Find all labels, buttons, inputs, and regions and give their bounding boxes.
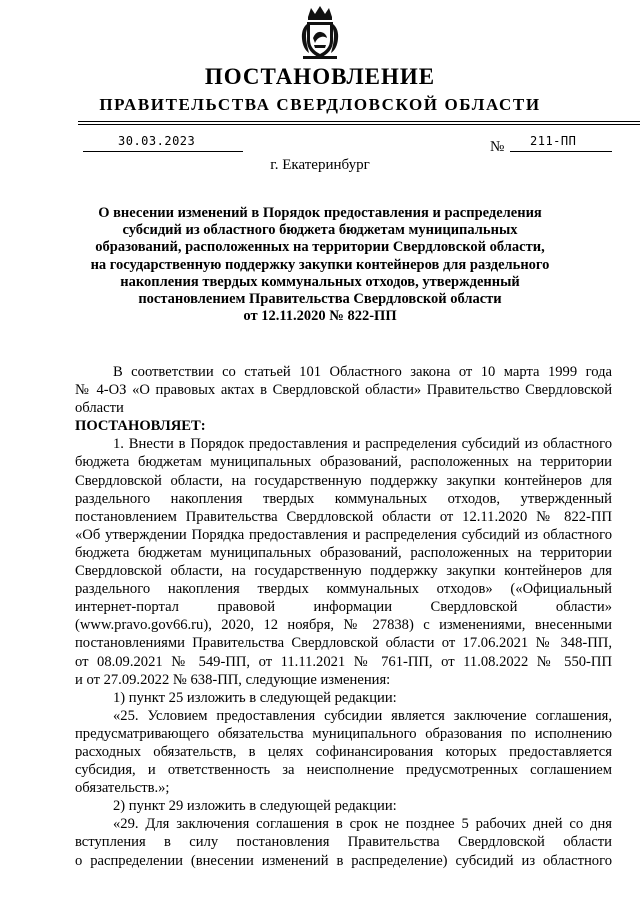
body-line: постановлением Правительства Свердловской области от 12.11.2020 № 822-ПП	[75, 508, 612, 525]
body-line: № 4-ОЗ «О правовых актах в Свердловской области» Правительство Свердловской	[75, 382, 612, 399]
body-line: от 08.09.2021 № 549-ПП, от 11.11.2021 № 761-ПП, от 11.08.2022 № 550-ПП	[75, 653, 612, 670]
coat-of-arms-icon	[299, 5, 341, 61]
body-line: Свердловской области, на государственную поддержку закупки контейнеров для	[75, 563, 612, 580]
body-line: раздельного накопления твердых коммунальных отходов, утвержденный	[75, 490, 612, 507]
body-line: (www.pravo.gov66.ru), 2020, 12 ноября, № 27838) с изменениями, внесенными	[75, 617, 612, 634]
document-heading	[90, 205, 550, 325]
city: г. Екатеринбург	[270, 157, 370, 173]
document-number: 211-ПП	[530, 134, 577, 148]
body-line: постановлениями Правительства Свердловской области от 17.06.2021 № 348-ПП,	[75, 635, 612, 652]
heading-line: постановлением Правительства Свердловской области	[138, 291, 502, 308]
body-line: расходных обязательств, в целях софинансирования которых предоставляется	[75, 743, 612, 760]
heading-line: О внесении изменений в Порядок предоставления и распределения	[98, 205, 542, 221]
body-line: раздельного накопления твердых коммунальных отходов» («Официальный	[75, 581, 612, 598]
body-line: 2) пункт 29 изложить в следующей редакции:	[113, 798, 397, 815]
document-body	[75, 363, 612, 870]
body-line: «Об утверждении Порядка предоставления и распределения субсидий из областного	[75, 526, 612, 543]
body-line: субсидия, и ответственность за неисполнение предусмотренных соглашением	[75, 762, 612, 779]
body-line: «25. Условием предоставления субсидии является заключение соглашения,	[113, 707, 612, 724]
body-line: Свердловской области, на государственную поддержку закупки контейнеров для	[75, 472, 612, 489]
document-date: 30.03.2023	[118, 134, 196, 148]
body-line: и от 27.09.2022 № 638-ПП, следующие изменения:	[75, 671, 391, 688]
body-line: области	[75, 400, 124, 417]
body-line: интернет-портал правовой информации Свердловской области»	[75, 599, 612, 616]
body-line: 1. Внести в Порядок предоставления и распределения субсидий из областного	[113, 436, 612, 453]
body-line: обязательств.»;	[75, 780, 170, 797]
body-line: В соответствии со статьей 101 Областного закона от 10 марта 1999 года	[113, 364, 612, 380]
header-rule-thick	[78, 121, 640, 122]
header-rule-thin	[78, 124, 640, 125]
body-line: предусматривающего обязательства муниципального образования по исполнению	[75, 725, 612, 742]
number-sign: №	[490, 139, 505, 155]
date-underline	[83, 151, 243, 152]
number-underline	[510, 151, 612, 152]
heading-line: образований, расположенных на территории Свердловской области,	[95, 239, 545, 256]
body-line: о распределении (внесении изменений в распределение) субсидий из областного	[75, 852, 612, 869]
body-line: 1) пункт 25 изложить в следующей редакции:	[113, 689, 397, 706]
issuer-title: ПРАВИТЕЛЬСТВА СВЕРДЛОВСКОЙ ОБЛАСТИ	[99, 95, 541, 114]
heading-line: от 12.11.2020 № 822-ПП	[243, 308, 397, 325]
heading-line: субсидий из областного бюджета бюджетам муниципальных	[122, 222, 518, 239]
heading-line: на государственную поддержку закупки контейнеров для раздельного	[90, 256, 550, 273]
resolves-label: ПОСТАНОВЛЯЕТ:	[75, 418, 206, 435]
body-line: бюджета бюджетам муниципальных образований, расположенных на территории	[75, 544, 612, 561]
body-line: вступления в силу постановления Правительства Свердловской области	[75, 834, 612, 851]
body-line: «29. Для заключения соглашения в срок не позднее 5 рабочих дней со дня	[113, 816, 612, 833]
document-type-title: ПОСТАНОВЛЕНИЕ	[204, 64, 436, 89]
heading-line: накопления твердых коммунальных отходов, утвержденный	[120, 273, 520, 290]
body-line: бюджета бюджетам муниципальных образований, расположенных на территории	[75, 454, 612, 471]
